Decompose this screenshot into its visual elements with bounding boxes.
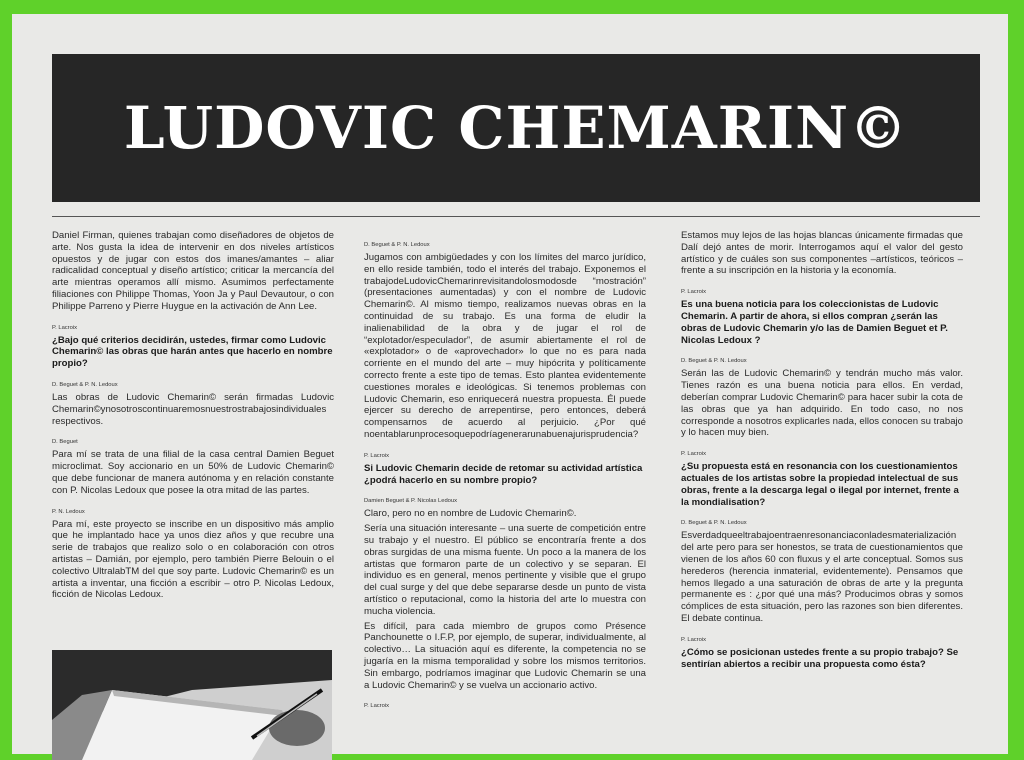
poster-sheet [12,14,1008,754]
speaker-label: P. N. Ledoux [52,508,85,515]
speaker-label: P. Lacroix [364,703,390,710]
speaker-label: Damien Beguet & P. Nicolas Ledoux [364,498,458,505]
question-text: Es una buena noticia para los coleccionistas de Ludovic Chemarin. A partir de ahora, si ellos compran ¿serán las obras de Ludovic Chemarin y/o las de Damien Beguet et P. Nicolas Ledoux ? [681,299,948,346]
speaker-label: D. Beguet & P. N. Ledoux [364,242,430,248]
paragraph-text: Las obras de Ludovic Chemarin© serán firmadas Ludovic Chemarin©ynosotroscontinuaremosnuestrostrabajosindividuales respectivos. [52,391,334,427]
paragraph-text: Jugamos con ambigüedades y con los límites del marco jurídico, en ello reside también, todo el interés del trabajo. Exponemos el trabajodeLudovicChemarinrevisitandolosmodosde “mostración” (presentaciones aumentadas) y con el nombre de Ludovic Chemarin©. Al mismo tiempo, realizamos nuevas obras en la continuidad de su trabajo. Es una forma de eludir la inalienabilidad de la obra y de jugar el rol de “explotador/especulador”, de asumir abiertamente el rol de «explotador» o de «aprovechador» lo que no es para nada corriente en el mundo del arte – muy hipócrita y políticamente correcto frente a este tipo de temas. Esto plantea evidentemente cuestiones morales e ideológicas. Si tenemos problemas con Ludovic Chemarin, eso enriquecerá nuestra propuesta. Él puede ejercer su derecho de arrepentirse, pero entonces, deberá compensarnos de acuerdo al perjuicio. ¿Por qué noentablarunprocesoquepodríagenerarunabuenajurisprudencia? [364,252,646,440]
speaker-label: D. Beguet & P. N. Ledoux [681,358,747,365]
speaker-label: D. Beguet & P. N. Ledoux [681,520,747,527]
paragraph-text: Claro, pero no en nombre de Ludovic Chemarin©. [364,508,577,520]
text-column-1 [52,230,334,604]
paragraph-text: Serán las de Ludovic Chemarin© y tendrán mucho más valor. Tienes razón es una buena noticia para ellos. En verdad, deberían comprar Ludovic Chemarin© para hacer subir la cota de las obras que ya han adquirido. En todo caso, no nos corresponde a nosotros explicarles nada, ellos conocen su trabajo y lo hacen muy bien. [681,368,963,439]
paragraph-text: Es difícil, para cada miembro de grupos como Présence Panchounette o I.F.P, por ejemplo, de superar, individualmente, al colectivo… La situación aquí es diferente, la competencia no se jugaría en la misma temporalidad y sobre los mismos territorios. Sin embargo, podríamos imaginar que Ludovic Chemarin se una a Ludovic Chemarin© y se vuelva un accionario activo. [364,620,646,691]
text-column-2 [364,230,646,713]
divider [52,216,980,217]
speaker-label: P. Lacroix [681,289,707,296]
paragraph-text: Para mí se trata de una filial de la casa central Damien Beguet microclimat. Soy accionario en un 50% de Ludovic Chemarin© que debe funcionar de manera autónoma y en relación constante con P. Nicolas Ledoux que posee la otra mitad de las partes. [52,449,334,496]
paragraph-text: Sería una situación interesante – una suerte de competición entre su trabajo y el nuestro. El público se encontraría frente a dos obras surgidas de una misma fuente. Un poco a la manera de los artistas que formaron parte de un colectivo y se separan. El individuo es en general, menos pertinente y visible que el grupo del cual surge y del que debe separarse desde un punto de vista artístico o reputacional, como la historia del arte lo muestra con mucha violencia. [364,523,646,617]
speaker-label: P. Lacroix [681,636,707,643]
question-text: ¿Cómo se posicionan ustedes frente a su propio trabajo? Se sentirían abiertos a recibir una propuesta como ésta? [681,646,959,670]
speaker-label: P. Lacroix [52,324,78,331]
paragraph-text: Para mí, este proyecto se inscribe en un dispositivo más amplio que he implantado hace ya unos diez años y que recubre una serie de trabajos que realizo solo o en colaboración con otros artistas – Damián, por ejemplo, pero también Pierre Belouin o el colectivo UltralabTM del que soy parte. Ludovic Chemarin© es un artista a inventar, una ficción a escribir – otro P. Nicolas Ledoux, ficción de Nicolas Ledoux. [52,518,334,601]
speaker-label: P. Lacroix [681,451,707,458]
photo-image [52,650,332,760]
paragraph-text: Daniel Firman, quienes trabajan como diseñadores de objetos de arte. Nos gusta la idea de intervenir en dos niveles artísticos opuestos y de jugar con estos dos imanes/amantes – aliar radicalidad conceptual y diseño artístico; criticar la mercancía del arte mientras operamos allí mismo. Asumimos perfectamente filiaciones con Philippe Thomas, Yoon Ja y Paul Devautour, o con Philippe Parreno y Pierre Huygue en la activación de Ann Lee. [52,230,334,312]
question-text: ¿Su propuesta está en resonancia con los cuestionamientos actuales de los artistas sobre la propiedad intelectual de sus obras, frente a la descarga legal o ilegal por internet, frente a la mondialisation? [681,461,959,508]
paragraph-text: Estamos muy lejos de las hojas blancas únicamente firmadas que Dalí dejó antes de morir. Interrogamos aquí el valor del gesto artístico y de cuáles son sus componentes –artísticos, teóricos – frente a su inscripción en la historia y la economía. [681,230,963,277]
text-column-3 [681,230,963,676]
photo-hand-writing [52,650,332,760]
speaker-label: D. Beguet [52,439,78,446]
page-title: LUDOVIC CHEMARIN© [123,94,909,162]
question-text: ¿Bajo qué criterios decidirán, ustedes, firmar como Ludovic Chemarin© las obras que harán antes que hacerlo en nombre propio? [52,334,333,370]
speaker-label: D. Beguet & P. N. Ledoux [52,381,118,388]
speaker-label: P. Lacroix [364,452,390,459]
title-banner [52,54,980,202]
question-text: Si Ludovic Chemarin decide de retomar su actividad artística ¿podrá hacerlo en su nombre propio? [364,462,643,486]
paragraph-text: Esverdadqueeltrabajoentraenresonanciaconladesmaterialización del arte pero para ser honestos, se trata de cuestionamientos que vienen de los años 60 con fluxus y el arte conceptual. Somos sus herederos (herencia inmaterial, evidentemente). Pensamos que hemos llegado a una saturación de obras de arte y la pregunta permanente es : ¿por qué una más? Producimos obras y somos cómplices de esta situación, pero las razones son bien diferentes. El debate continua. [681,530,963,624]
